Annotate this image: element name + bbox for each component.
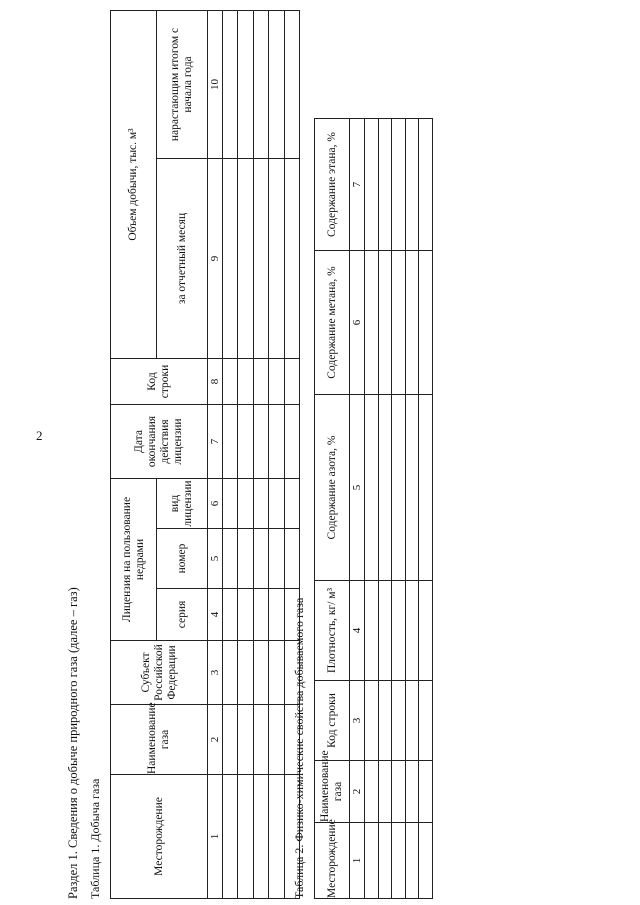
header-number: номер bbox=[157, 529, 208, 589]
section-title: Раздел 1. Сведения о добыче природного газа (далее – газ) bbox=[66, 587, 80, 899]
colnum: 7 bbox=[208, 405, 223, 479]
colnum: 10 bbox=[208, 11, 223, 159]
table-row bbox=[253, 11, 268, 899]
colnum: 7 bbox=[350, 119, 365, 251]
colnum: 2 bbox=[208, 705, 223, 775]
table-row bbox=[405, 119, 419, 899]
header-gas-name: Наименование газа bbox=[111, 705, 208, 775]
colnum: 5 bbox=[208, 529, 223, 589]
header-volume-ytd: нарастающим итогом с начала года bbox=[157, 11, 208, 159]
column-number-row bbox=[208, 11, 223, 899]
colnum: 6 bbox=[208, 479, 223, 529]
colnum: 4 bbox=[208, 589, 223, 641]
header-ethane: Содержание этана, % bbox=[315, 119, 350, 251]
colnum: 6 bbox=[350, 251, 365, 395]
colnum: 8 bbox=[208, 359, 223, 405]
table-row bbox=[378, 119, 392, 899]
header-methane: Содержание метана, % bbox=[315, 251, 350, 395]
header-license-type: вид лицензии bbox=[157, 479, 208, 529]
colnum: 4 bbox=[350, 581, 365, 681]
gas-production-table bbox=[110, 10, 300, 899]
colnum: 1 bbox=[350, 823, 365, 899]
header-deposit: Месторождение bbox=[315, 823, 350, 899]
gas-properties-table bbox=[314, 118, 433, 899]
colnum: 9 bbox=[208, 159, 223, 359]
header-gas-name: Наименование газа bbox=[315, 761, 350, 823]
header-subject: Субъект Российской Федерации bbox=[111, 641, 208, 705]
table-row bbox=[238, 11, 253, 899]
table-row bbox=[419, 119, 433, 899]
colnum: 1 bbox=[208, 775, 223, 899]
colnum: 2 bbox=[350, 761, 365, 823]
column-number-row bbox=[350, 119, 365, 899]
colnum: 5 bbox=[350, 395, 365, 581]
table-row bbox=[269, 11, 284, 899]
header-deposit: Месторождение bbox=[111, 775, 208, 899]
header-density: Плотность, кг/ м³ bbox=[315, 581, 350, 681]
table2-caption: Таблица 2. Физико-химические свойства добываемого газа bbox=[292, 597, 306, 899]
header-license-end: Дата окончания действия лицензии bbox=[111, 405, 208, 479]
header-series: серия bbox=[157, 589, 208, 641]
colnum: 3 bbox=[208, 641, 223, 705]
page-number: 2 bbox=[36, 428, 43, 443]
header-license-group: Лицензия на пользование недрами bbox=[111, 479, 157, 641]
header-nitrogen: Содержание азота, % bbox=[315, 395, 350, 581]
header-row-code: Код строки bbox=[315, 681, 350, 761]
table-row bbox=[365, 119, 379, 899]
header-volume-month: за отчетный месяц bbox=[157, 159, 208, 359]
colnum: 3 bbox=[350, 681, 365, 761]
table1-caption: Таблица 1. Добыча газа bbox=[88, 778, 102, 899]
table-row bbox=[392, 119, 406, 899]
table-row bbox=[223, 11, 238, 899]
header-volume-group: Объем добычи, тыс. м³ bbox=[111, 11, 157, 359]
header-row-code: Код строки bbox=[111, 359, 208, 405]
